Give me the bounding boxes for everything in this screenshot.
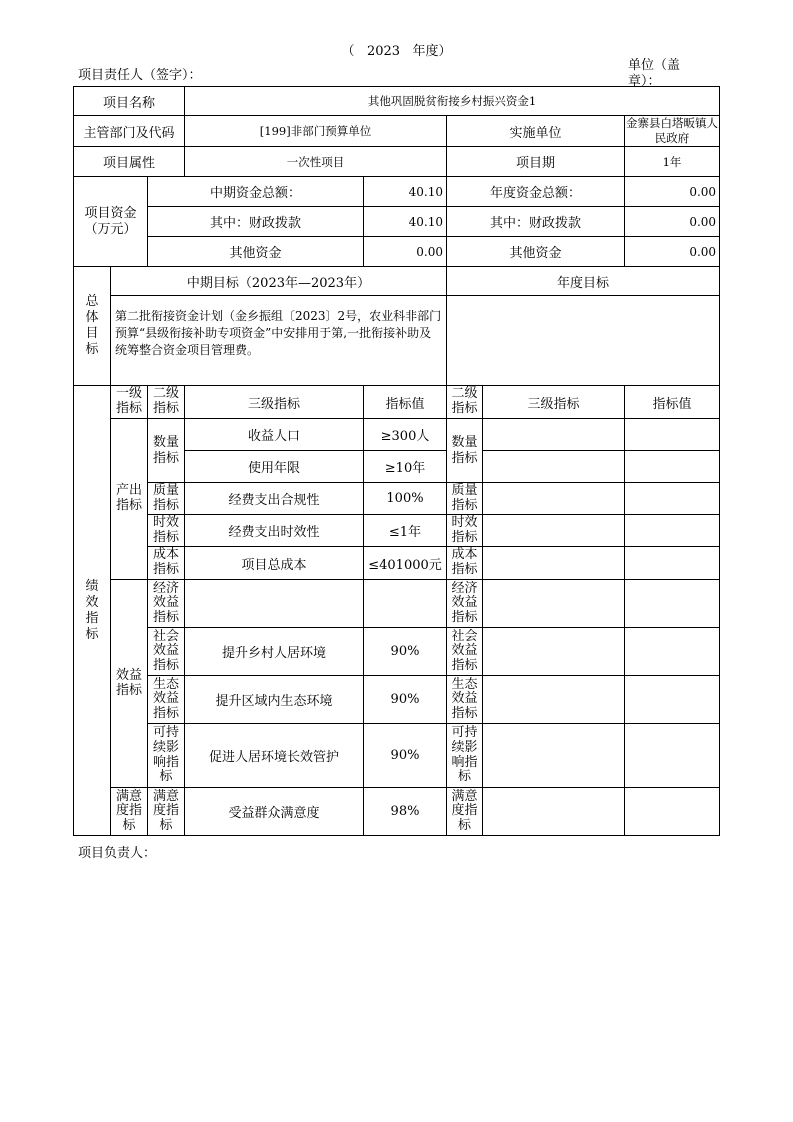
q2-value: ≥10年 bbox=[364, 451, 447, 483]
year-open: （ bbox=[341, 44, 355, 59]
annual-economic-value bbox=[625, 580, 720, 628]
annual-eco-value bbox=[625, 676, 720, 724]
impl-unit-label: 实施单位 bbox=[447, 116, 625, 147]
annual-fiscal-label: 其中：财政拨款 bbox=[447, 207, 625, 237]
benefit-indicator-label bbox=[111, 580, 148, 788]
social-label-text: 社会效益指标 bbox=[152, 628, 179, 673]
project-attr-value: 一次性项目 bbox=[185, 147, 447, 177]
benefit-indicator-label-text: 效益指标 bbox=[115, 667, 142, 698]
funds-label-text: 项目资金（万元） bbox=[84, 205, 137, 237]
satisfaction-l2-label bbox=[148, 788, 185, 836]
annual-q2-name bbox=[483, 451, 625, 483]
q1-name: 收益人口 bbox=[185, 419, 364, 451]
annual-total-label: 年度资金总额： bbox=[447, 177, 625, 207]
mid-total-value: 40.10 bbox=[364, 177, 447, 207]
mid-total-label: 中期资金总额： bbox=[148, 177, 364, 207]
satisfaction-l2-label-text: 满意度指标 bbox=[152, 788, 179, 833]
unit-seal-label: 单位（盖章）： bbox=[628, 58, 681, 89]
funds-label bbox=[74, 177, 148, 267]
timeliness-label bbox=[148, 515, 185, 547]
annual-sustain-value bbox=[625, 724, 720, 788]
annual-social-name bbox=[483, 628, 625, 676]
year-heading bbox=[0, 40, 793, 59]
cost-name: 项目总成本 bbox=[185, 547, 364, 580]
mid-fiscal-label: 其中：财政拨款 bbox=[148, 207, 364, 237]
annual-timeliness-name bbox=[483, 515, 625, 547]
annual-quantity-label bbox=[447, 419, 483, 483]
col-annual-level3-header: 三级指标 bbox=[483, 386, 625, 419]
col-level3-header: 三级指标 bbox=[185, 386, 364, 419]
overall-goal-label-text: 总体目标 bbox=[85, 294, 99, 357]
q2-name: 使用年限 bbox=[185, 451, 364, 483]
sustain-name: 促进人居环境长效管护 bbox=[185, 724, 364, 788]
leader-signature-label: 项目责任人（签字）： bbox=[78, 68, 202, 83]
annual-other-value: 0.00 bbox=[625, 237, 720, 267]
satisfaction-indicator-label bbox=[111, 788, 148, 836]
annual-goal-text bbox=[447, 296, 720, 386]
annual-eco-name bbox=[483, 676, 625, 724]
annual-cost-value bbox=[625, 547, 720, 580]
year-value: 2023 bbox=[366, 44, 401, 59]
annual-timeliness-label-text: 时效指标 bbox=[451, 514, 478, 545]
annual-economic-label bbox=[447, 580, 483, 628]
col-value-header: 指标值 bbox=[364, 386, 447, 419]
annual-economic-label-text: 经济效益指标 bbox=[451, 580, 478, 625]
economic-label-text: 经济效益指标 bbox=[152, 580, 179, 625]
quality-label bbox=[148, 483, 185, 515]
timeliness-value: ≤1年 bbox=[364, 515, 447, 547]
annual-social-label bbox=[447, 628, 483, 676]
annual-sustain-label bbox=[447, 724, 483, 788]
project-attr-label: 项目属性 bbox=[74, 147, 185, 177]
cost-value: ≤401000元 bbox=[364, 547, 447, 580]
social-value: 90% bbox=[364, 628, 447, 676]
mid-goal-text: 第二批衔接资金计划（金乡振组〔2023〕2号，农业科非部门预算“县级衔接补助专项资金”中安排用于第,一批衔接补助及统筹整合资金项目管理费。 bbox=[111, 296, 447, 386]
annual-quantity-label-text: 数量指标 bbox=[451, 434, 478, 466]
mid-other-value: 0.00 bbox=[364, 237, 447, 267]
satisfaction-indicator-label-text: 满意度指标 bbox=[115, 788, 142, 833]
annual-quality-label bbox=[447, 483, 483, 515]
economic-name bbox=[185, 580, 364, 628]
sustain-value: 90% bbox=[364, 724, 447, 788]
project-period-label: 项目期 bbox=[447, 147, 625, 177]
sustain-label bbox=[148, 724, 185, 788]
annual-q1-value bbox=[625, 419, 720, 451]
annual-eco-label-text: 生态效益指标 bbox=[451, 676, 478, 721]
social-name: 提升乡村人居环境 bbox=[185, 628, 364, 676]
output-indicator-label-text: 产出指标 bbox=[115, 483, 142, 513]
annual-sustain-label-text: 可持续影响指标 bbox=[451, 725, 478, 785]
economic-value bbox=[364, 580, 447, 628]
annual-sustain-name bbox=[483, 724, 625, 788]
col-level1-header: 一级指标 bbox=[111, 386, 148, 419]
annual-social-value bbox=[625, 628, 720, 676]
perf-indicator-label-text: 绩效指标 bbox=[85, 578, 99, 642]
annual-quality-label-text: 质量指标 bbox=[451, 482, 478, 513]
dept-label: 主管部门及代码 bbox=[74, 116, 185, 147]
mid-fiscal-value: 40.10 bbox=[364, 207, 447, 237]
eco-label-text: 生态效益指标 bbox=[152, 676, 179, 721]
annual-cost-name bbox=[483, 547, 625, 580]
quantity-label bbox=[148, 419, 185, 483]
satisfaction-value: 98% bbox=[364, 788, 447, 836]
economic-label bbox=[148, 580, 185, 628]
col-annual-value-header: 指标值 bbox=[625, 386, 720, 419]
annual-cost-label-text: 成本指标 bbox=[451, 547, 478, 577]
project-name-label: 项目名称 bbox=[74, 87, 185, 116]
q1-value: ≥300人 bbox=[364, 419, 447, 451]
annual-total-value: 0.00 bbox=[625, 177, 720, 207]
annual-economic-name bbox=[483, 580, 625, 628]
annual-timeliness-label bbox=[447, 515, 483, 547]
timeliness-label-text: 时效指标 bbox=[152, 514, 179, 545]
col-annual-level2-header: 二级指标 bbox=[447, 386, 483, 419]
output-indicator-label bbox=[111, 419, 148, 580]
eco-name: 提升区域内生态环境 bbox=[185, 676, 364, 724]
project-name-value: 其他巩固脱贫衔接乡村振兴资金1 bbox=[185, 87, 720, 116]
annual-q2-value bbox=[625, 451, 720, 483]
annual-cost-label bbox=[447, 547, 483, 580]
annual-satisfaction-name bbox=[483, 788, 625, 836]
sustain-label-text: 可持续影响指标 bbox=[152, 725, 179, 785]
performance-table bbox=[73, 86, 720, 836]
quantity-label-text: 数量指标 bbox=[152, 434, 179, 466]
cost-label-text: 成本指标 bbox=[152, 547, 179, 577]
impl-unit-value: 金寨县白塔畈镇人民政府 bbox=[626, 116, 719, 145]
annual-satisfaction-label bbox=[447, 788, 483, 836]
mid-goal-header: 中期目标（2023年—2023年） bbox=[111, 267, 447, 296]
annual-quality-name bbox=[483, 483, 625, 515]
eco-value: 90% bbox=[364, 676, 447, 724]
overall-goal-label bbox=[74, 267, 111, 386]
cost-label bbox=[148, 547, 185, 580]
annual-other-label: 其他资金 bbox=[447, 237, 625, 267]
quality-value: 100% bbox=[364, 483, 447, 515]
annual-goal-header: 年度目标 bbox=[447, 267, 720, 296]
annual-quality-value bbox=[625, 483, 720, 515]
project-period-value: 1年 bbox=[625, 147, 720, 177]
annual-satisfaction-value bbox=[625, 788, 720, 836]
annual-fiscal-value: 0.00 bbox=[625, 207, 720, 237]
annual-timeliness-value bbox=[625, 515, 720, 547]
col-level2-header: 二级指标 bbox=[148, 386, 185, 419]
annual-social-label-text: 社会效益指标 bbox=[451, 628, 478, 673]
annual-satisfaction-label-text: 满意度指标 bbox=[451, 788, 478, 833]
annual-eco-label bbox=[447, 676, 483, 724]
year-close: 年度） bbox=[412, 44, 452, 59]
timeliness-name: 经费支出时效性 bbox=[185, 515, 364, 547]
perf-indicator-label bbox=[74, 386, 111, 836]
satisfaction-name: 受益群众满意度 bbox=[185, 788, 364, 836]
annual-q1-name bbox=[483, 419, 625, 451]
social-label bbox=[148, 628, 185, 676]
quality-name: 经费支出合规性 bbox=[185, 483, 364, 515]
eco-label bbox=[148, 676, 185, 724]
quality-label-text: 质量指标 bbox=[152, 482, 179, 513]
mid-other-label: 其他资金 bbox=[148, 237, 364, 267]
project-owner-label: 项目负责人： bbox=[78, 846, 157, 861]
dept-value: [199]非部门预算单位 bbox=[185, 116, 447, 147]
